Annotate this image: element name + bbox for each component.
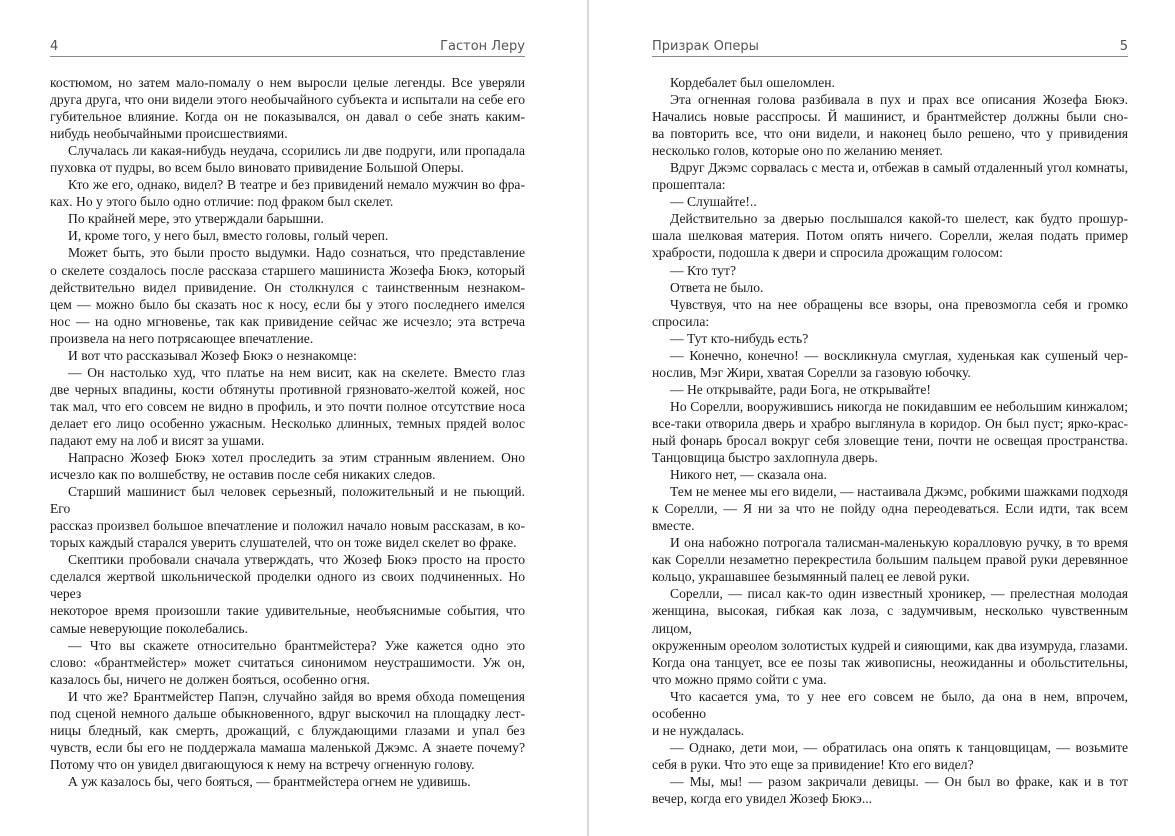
text-line: — Что вы скажете относительно брантмейстера? Уже кажется одно это <box>68 637 525 653</box>
text-line: Скептики пробовали сначала утверждать, что Жозеф Бюкэ просто на просто <box>68 552 525 568</box>
text-line: нибудь необычайными происшествиями. <box>50 126 288 142</box>
text-line: все-таки отворила дверь и храбро выглянула в коридор. Он был пуст; ярко-крас- <box>652 415 1128 431</box>
text-line: ницы бледный, как смерть, дрожащий, с блуждающими глазами и упал без <box>50 722 525 738</box>
text-line: окруженным ореолом золотистых кудрей и сияющими, как два изумруда, глазами. <box>652 637 1128 653</box>
text-line: И, кроме того, у него был, вместо головы, голый череп. <box>68 228 389 244</box>
text-line: исчезло как по волшебству, не оставив после себя никаких следов. <box>50 467 436 483</box>
text-line: Может быть, это были просто выдумки. Надо сознаться, что представление <box>68 245 525 261</box>
text-line: храбрости, подошла к двери и спросила дрожащим голосом: <box>652 245 1003 261</box>
header-rule-left <box>50 56 525 57</box>
page-number-left: 4 <box>50 39 59 54</box>
text-line: — Он настолько худ, что платье на нем висит, как на скелете. Вместо глаз <box>68 364 525 380</box>
text-line: казалось бы, ничего не должен бояться, особенно огня. <box>50 671 370 687</box>
right-page-text <box>652 74 1128 807</box>
text-line: делает его лицо особенно ужасным. Несколько длинных, темных прядей волос <box>50 415 525 431</box>
text-line: сделался жертвой школьнической проделки одного из своих подчиненных. Но через <box>50 569 525 602</box>
text-line: пуховка от пудры, во всем было виновато привидение Большой Оперы. <box>50 160 464 176</box>
text-line: — Кто тут? <box>670 262 737 278</box>
text-line: губительное влияние. Когда он не показывался, он давал о себе знать каким- <box>50 109 525 125</box>
text-line: так мал, что его совсем не видно в профиль, и это почти полное отсутствие носа <box>50 398 525 414</box>
text-line: рассказ произвел большое впечатление и положил начало новым рассказам, в ко- <box>50 518 525 534</box>
text-line: Случалась ли какая-нибудь неудача, ссорились ли две подруги, или пропадала <box>68 143 525 159</box>
text-line: кольцо, украшавшее безымянный палец ее левой руки. <box>652 569 970 585</box>
left-page <box>0 0 587 836</box>
text-line: — Слушайте!.. <box>670 194 757 210</box>
text-line: себя в руки. Что это еще за привидение! Кто его видел? <box>652 756 974 772</box>
text-line: Сорелли, — писал как-то один известный хроникер, — прелестная молодая <box>670 586 1128 602</box>
text-line: цем — можно было бы сказать нос к носу, если бы у этого последнего имелся <box>50 296 525 312</box>
text-line: Эта огненная голова разбивала в пух и прах все описания Жозефа Бюкэ. <box>670 92 1128 108</box>
text-line: под сценой немного дальше обыкновенного, вдруг выскочил на площадку лест- <box>50 705 525 721</box>
text-line: Начались новые расспросы. Й машинист, и брантмейстер должны были сно- <box>652 109 1128 125</box>
text-line: И что же? Брантмейстер Папэн, случайно зайдя во время обхода помещения <box>68 688 525 704</box>
text-line: — Конечно, конечно! — воскликнула смуглая, худенькая как сушеный чер- <box>670 347 1128 363</box>
text-line: некоторое время произошли такие удивительные, необъяснимые события, что <box>50 603 525 619</box>
text-line: Старший машинист был человек серьезный, положительный и не пьющий. Его <box>50 484 525 517</box>
text-line: к Сорелли, — Я ни за что не пойду одна переодеваться. Если идти, так всем вместе. <box>652 501 1128 534</box>
text-line: о скелете создалось после рассказа старшего машиниста Жозефа Бюкэ, который <box>50 262 525 278</box>
text-line: Но Сорелли, вооружившись никогда не покидавшим ее небольшим кинжалом; <box>670 398 1128 414</box>
text-line: Напрасно Жозеф Бюкэ хотел проследить за этим странным явлением. Оно <box>68 450 525 466</box>
text-line: нослив, Мэг Жири, хватая Сорелли за газовую юбочку. <box>652 364 971 380</box>
text-line: Танцовщица быстро захлопнула дверь. <box>652 450 878 466</box>
text-line: — Мы, мы! — разом закричали девицы. — Он был во фраке, как и в тот <box>670 773 1128 789</box>
text-line: торых каждый старался уверить слушателей, что он тоже видел скелет во фраке. <box>50 535 517 551</box>
text-line: Действительно за дверью послышался какой-то шелест, как будто прошур- <box>670 211 1128 227</box>
text-line: ках. Но у этого было одно отличие: под фраком был скелет. <box>50 194 394 210</box>
text-line: Когда она танцует, все ее позы так живописны, неожиданны и обольстительны, <box>652 654 1128 670</box>
text-line: — Тут кто-нибудь есть? <box>670 330 809 346</box>
text-line: две черных впадины, кости обтянуты противной грязновато-желтой кожей, нос <box>50 381 525 397</box>
text-line: А уж казалось бы, чего бояться, — брантмейстера огнем не удивишь. <box>68 773 471 789</box>
text-line: самые неверующие поколебались. <box>50 620 249 636</box>
text-line: — Однако, дети мои, — обратилась она опять к танцовщицам, — возьмите <box>670 739 1128 755</box>
text-line: ва повторить все, что они видели, и наконец было решено, что у привидения <box>652 126 1128 142</box>
text-line: слово: «брантмейстер» может считаться синонимом неустрашимости. Уж он, <box>50 654 525 670</box>
text-line: Тем не менее мы его видели, — настаивала Джэмс, робкими шажками подходя <box>670 484 1128 500</box>
running-head-title: Призрак Оперы <box>652 39 759 54</box>
text-line: произвела на него потрясающее впечатление. <box>50 330 314 346</box>
text-line: Ответа не было. <box>670 279 764 295</box>
text-line: несколько голов, которые оно по желанию меняет. <box>652 143 943 159</box>
text-line: падают ему на лоб и висят за ушами. <box>50 432 265 448</box>
text-line: — Не открывайте, ради Бога, не открывайте! <box>670 381 931 397</box>
text-line: спросила: <box>652 313 710 329</box>
page-number-right: 5 <box>1119 39 1128 54</box>
text-line: И она набожно потрогала талисман-маленькую коралловую ручку, в то время <box>670 535 1128 551</box>
text-line: Кордебалет был ошеломлен. <box>670 75 835 90</box>
text-line: что можно прямо сойти с ума. <box>652 671 827 687</box>
text-line: чувств, если бы его не поддержала мамаша маленькой Джэмс. А знаете почему? <box>50 739 525 755</box>
text-line: Что касается ума, то у нее его совсем не было, да она в нем, впрочем, особенно <box>652 688 1128 721</box>
text-line: действительно видел привидение. Он столкнулся с таинственным незнаком- <box>50 279 525 295</box>
text-line: нос — на одно мгновенье, так как привидение сейчас же исчезло; эта встреча <box>50 313 525 329</box>
right-page <box>589 0 1175 836</box>
text-line: прошептала: <box>652 177 726 193</box>
text-line: костюмом, но затем мало-помалу о нем выросли целые легенды. Все уверяли <box>50 75 525 90</box>
text-line: Кто же его, однако, видел? В театре и без привидений немало мужчин во фра- <box>68 177 525 193</box>
text-line: Чувствуя, что на нее обращены все взоры, она превозмогла себя и громко <box>670 296 1128 312</box>
text-line: женщина, высокая, гибкая как лоза, с задумчивым, несколько чувственным лицом, <box>652 603 1128 636</box>
text-line: Потому что он увидел двигающуюся к нему на встречу огненную голову. <box>50 756 475 772</box>
text-line: как Сорелли незаметно перекрестила большим пальцем правой руки деревянное <box>652 552 1128 568</box>
text-line: ный фонарь бросал вокруг себя зловещие тени, почти не освещая пространства. <box>652 432 1128 448</box>
header-rule-right <box>652 56 1128 57</box>
text-line: По крайней мере, это утверждали барышни. <box>68 211 324 227</box>
running-head-author: Гастон Леру <box>440 39 525 54</box>
text-line: вечер, когда его увидел Жозеф Бюкэ... <box>652 790 873 806</box>
text-line: Никого нет, — сказала она. <box>670 467 827 483</box>
text-line: И вот что рассказывал Жозеф Бюкэ о незнакомце: <box>68 347 357 363</box>
text-line: шала шелковая материя. Потом опять ничего. Сорелли, желая подать пример <box>652 228 1128 244</box>
text-line: Вдруг Джэмс сорвалась с места и, отбежав в самый отдаленный угол комнаты, <box>670 160 1128 176</box>
text-line: друга друга, что они видели этого необычайного субъекта и испытали на себе его <box>50 92 525 108</box>
text-line: и не нуждалась. <box>652 722 745 738</box>
left-page-text <box>50 74 525 790</box>
